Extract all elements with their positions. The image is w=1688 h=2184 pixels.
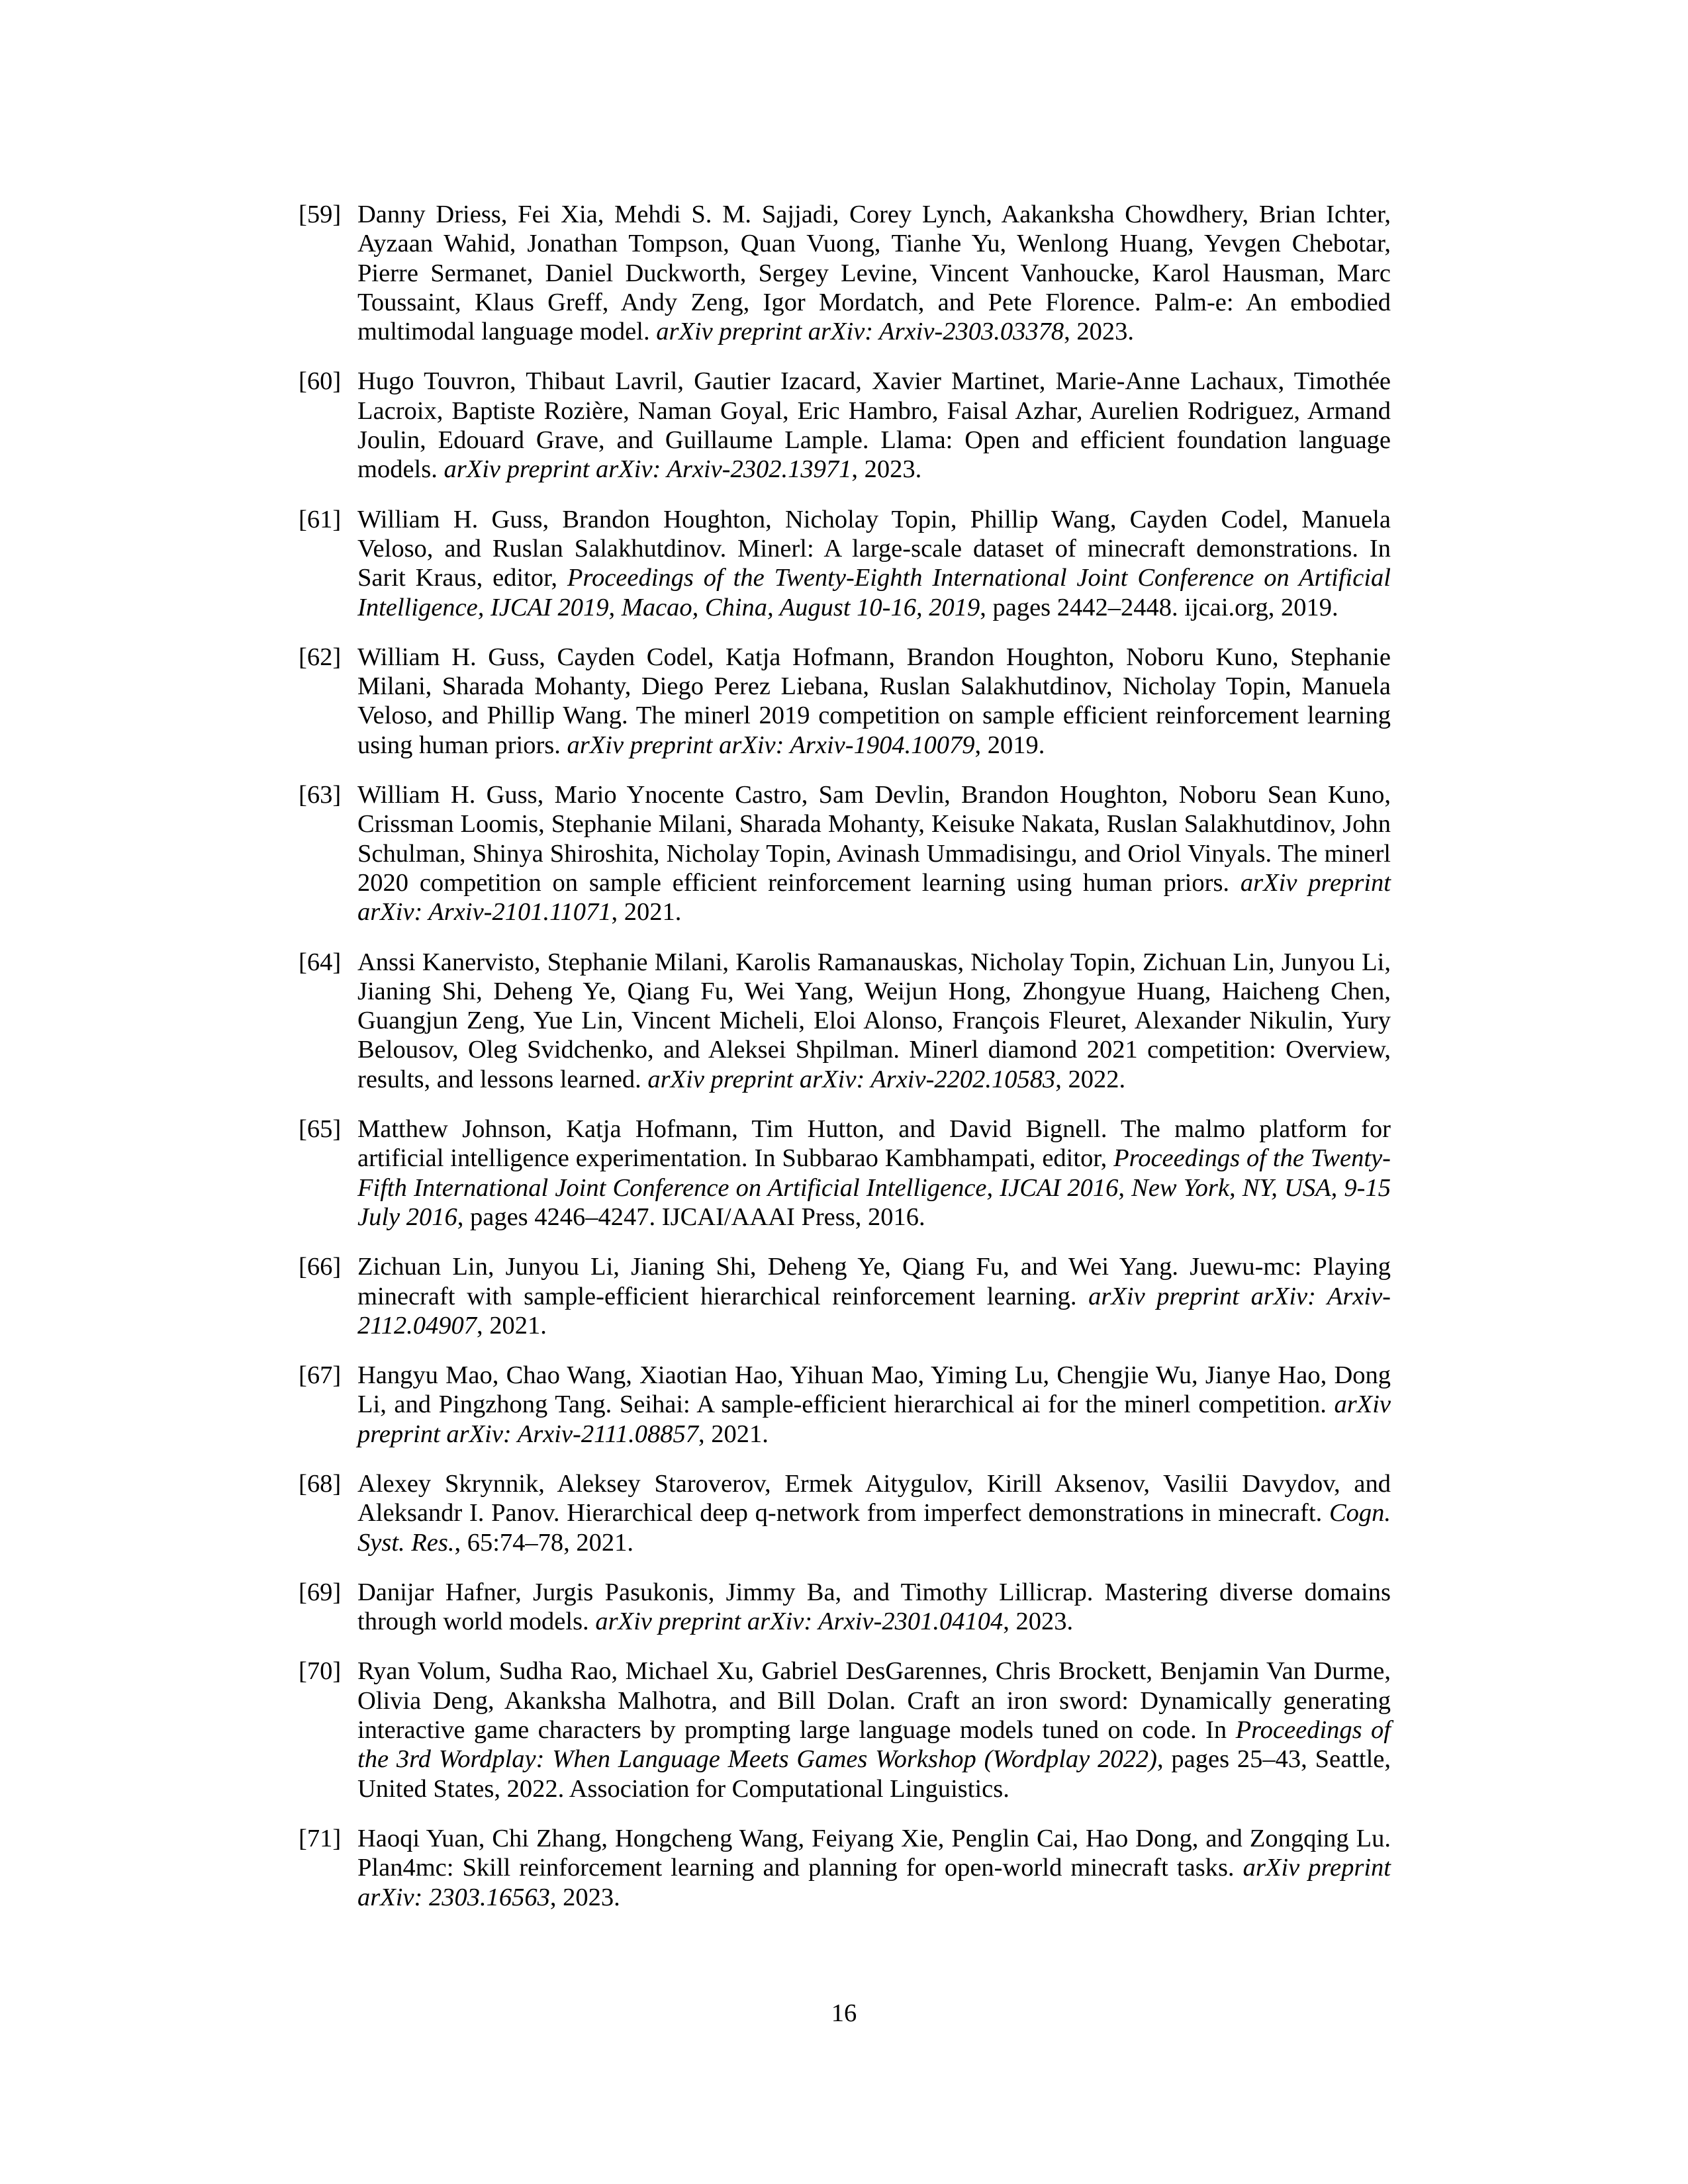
reference-text-segment: , 2021.: [477, 1311, 547, 1340]
reference-number: [59]: [299, 201, 342, 228]
reference-text-segment: Anssi Kanervisto, Stephanie Milani, Karolis Ramanauskas, Nicholay Topin, Zichuan Lin, Junyou Li, Jianing Shi, Deheng Ye, Qiang Fu, Wei Yang, Weijun Hong, Zhongyue Huang, Haicheng Chen, Guangjun Zeng, Yue Lin, Vincent Micheli, Eloi Alonso, François Fleuret, Alexander Nikulin, Yury Belousov, Oleg Svidchenko, and Aleksei Shpilman. Minerl diamond 2021 competition: Overview, results, and lessons learned.: [357, 948, 1391, 1093]
reference-venue: arXiv preprint arXiv: Arxiv-2111.08857: [357, 1390, 1391, 1448]
reference-text: [357, 1657, 1391, 1803]
reference-text: [357, 1578, 1391, 1637]
reference-text-segment: Hangyu Mao, Chao Wang, Xiaotian Hao, Yihuan Mao, Yiming Lu, Chengjie Wu, Jianye Hao, Dong Li, and Pingzhong Tang. Seihai: A sample-efficient hierarchical ai for the minerl competition.: [357, 1361, 1391, 1419]
reference-text-segment: Hugo Touvron, Thibaut Lavril, Gautier Izacard, Xavier Martinet, Marie-Anne Lachaux, Timothée Lacroix, Baptiste Rozière, Naman Goyal, Eric Hambro, Faisal Azhar, Aurelien Rodriguez, Armand Joulin, Edouard Grave, and Guillaume Lample. Llama: Open and efficient foundation language models.: [357, 367, 1391, 484]
reference-entry: [299, 1469, 1391, 1557]
reference-venue: arXiv preprint arXiv: Arxiv-2303.03378: [656, 318, 1064, 346]
reference-entry: [299, 1361, 1391, 1449]
reference-number: [61]: [299, 505, 342, 533]
reference-text-segment: Danijar Hafner, Jurgis Pasukonis, Jimmy Ba, and Timothy Lillicrap. Mastering diverse domains through world models.: [357, 1578, 1391, 1636]
reference-text: [357, 200, 1391, 346]
reference-number: [65]: [299, 1115, 342, 1144]
reference-venue: arXiv preprint arXiv: Arxiv-1904.10079: [567, 731, 975, 759]
reference-text-segment: , 2023.: [549, 1883, 620, 1911]
reference-entry: [299, 1252, 1391, 1340]
reference-text-segment: William H. Guss, Brandon Houghton, Nicholay Topin, Phillip Wang, Cayden Codel, Manuela Veloso, and Ruslan Salakhutdinov. Minerl: A large-scale dataset of minecraft demonstrations. In Sarit Kraus, editor,: [357, 505, 1391, 592]
reference-text-segment: , pages 2442–2448. ijcai.org, 2019.: [980, 593, 1338, 621]
reference-entry: [299, 200, 1391, 346]
reference-entry: [299, 1824, 1391, 1912]
reference-number: [60]: [299, 367, 342, 396]
reference-text-segment: Ryan Volum, Sudha Rao, Michael Xu, Gabriel DesGarennes, Chris Brockett, Benjamin Van Durme, Olivia Deng, Akanksha Malhotra, and Bill Dolan. Craft an iron sword: Dynamically generating interactive game characters by prompting large language models tuned on code. In: [357, 1657, 1391, 1745]
reference-number: [62]: [299, 643, 342, 671]
reference-number: [67]: [299, 1361, 342, 1390]
reference-text-segment: Danny Driess, Fei Xia, Mehdi S. M. Sajjadi, Corey Lynch, Aakanksha Chowdhery, Brian Ichter, Ayzaan Wahid, Jonathan Tompson, Quan Vuong, Tianhe Yu, Wenlong Huang, Yevgen Chebotar, Pierre Sermanet, Daniel Duckworth, Sergey Levine, Vincent Vanhoucke, Karol Hausman, Marc Toussaint, Klaus Greff, Andy Zeng, Igor Mordatch, and Pete Florence. Palm-e: An embodied multimodal language model.: [357, 201, 1391, 346]
reference-text: [357, 780, 1391, 927]
reference-text-segment: , 2021.: [611, 898, 682, 927]
reference-text-segment: , 2023.: [851, 455, 922, 484]
reference-venue: arXiv preprint arXiv: Arxiv-2301.04104: [595, 1608, 1004, 1636]
reference-number: [70]: [299, 1657, 342, 1686]
reference-entry: [299, 505, 1391, 622]
reference-text: [357, 1361, 1391, 1449]
reference-venue: Proceedings of the Twenty-Eighth International Joint Conference on Artificial Intelligence, IJCAI 2019, Macao, China, August 10-16, 2019: [357, 564, 1391, 621]
reference-venue: arXiv preprint arXiv: Arxiv-2101.11071: [357, 868, 1391, 927]
reference-text-segment: Haoqi Yuan, Chi Zhang, Hongcheng Wang, Feiyang Xie, Penglin Cai, Hao Dong, and Zongqing Lu. Plan4mc: Skill reinforcement learning and planning for open-world minecraft tasks.: [357, 1824, 1391, 1882]
reference-entry: [299, 948, 1391, 1094]
reference-text-segment: , 2023.: [1003, 1608, 1074, 1636]
reference-text-segment: , pages 25–43, Seattle, United States, 2022. Association for Computational Linguistics.: [357, 1745, 1391, 1803]
reference-text-segment: William H. Guss, Mario Ynocente Castro, Sam Devlin, Brandon Houghton, Noboru Sean Kuno, Crissman Loomis, Stephanie Milani, Sharada Mohanty, Keisuke Nakata, Ruslan Salakhutdinov, John Schulman, Shinya Shiroshita, Nicholay Topin, Avinash Ummadisingu, and Oriol Vinyals. The minerl 2020 competition on sample efficient reinforcement learning using human priors.: [357, 781, 1391, 897]
reference-entry: [299, 1115, 1391, 1232]
reference-venue: arXiv preprint arXiv: Arxiv-2112.04907: [357, 1282, 1391, 1340]
reference-text: [357, 948, 1391, 1094]
reference-number: [64]: [299, 948, 342, 976]
reference-number: [71]: [299, 1824, 342, 1852]
reference-number: [69]: [299, 1578, 342, 1606]
reference-text-segment: , 2021.: [698, 1420, 769, 1448]
reference-text: [357, 1115, 1391, 1232]
reference-entry: [299, 643, 1391, 760]
reference-text: [357, 1469, 1391, 1557]
reference-number: [66]: [299, 1253, 342, 1281]
reference-text-segment: , 2019.: [974, 731, 1045, 759]
reference-text-segment: , 2023.: [1064, 318, 1134, 346]
reference-text: [357, 643, 1391, 760]
reference-venue: arXiv preprint arXiv: 2303.16563: [357, 1854, 1391, 1911]
reference-text: [357, 367, 1391, 484]
reference-venue: Proceedings of the 3rd Wordplay: When Language Meets Games Workshop (Wordplay 2022): [357, 1716, 1391, 1774]
reference-venue: Cogn. Syst. Res.: [357, 1499, 1391, 1557]
reference-list: [299, 200, 1391, 1933]
reference-text: [357, 1252, 1391, 1340]
reference-text-segment: Alexey Skrynnik, Aleksey Staroverov, Ermek Aitygulov, Kirill Aksenov, Vasilii Davydov, and Aleksandr I. Panov. Hierarchical deep q-network from imperfect demonstrations in minecraft.: [357, 1469, 1391, 1527]
reference-text: [357, 505, 1391, 622]
reference-number: [63]: [299, 781, 342, 809]
reference-venue: Proceedings of the Twenty-Fifth International Joint Conference on Artificial Intelligence, IJCAI 2016, New York, NY, USA, 9-15 July 2016: [357, 1144, 1391, 1231]
reference-text-segment: , 2022.: [1055, 1065, 1126, 1093]
reference-entry: [299, 1578, 1391, 1637]
reference-text-segment: , 65:74–78, 2021.: [454, 1528, 634, 1557]
reference-venue: arXiv preprint arXiv: Arxiv-2202.10583: [647, 1065, 1056, 1093]
reference-venue: arXiv preprint arXiv: Arxiv-2302.13971: [444, 455, 852, 484]
reference-entry: [299, 780, 1391, 927]
reference-text-segment: Matthew Johnson, Katja Hofmann, Tim Hutton, and David Bignell. The malmo platform for artificial intelligence experimentation. In Subbarao Kambhampati, editor,: [357, 1115, 1391, 1173]
reference-number: [68]: [299, 1469, 342, 1498]
reference-text-segment: Zichuan Lin, Junyou Li, Jianing Shi, Deheng Ye, Qiang Fu, and Wei Yang. Juewu-mc: Playing minecraft with sample-efficient hierarchical reinforcement learning.: [357, 1253, 1391, 1310]
reference-entry: [299, 1657, 1391, 1803]
reference-entry: [299, 367, 1391, 484]
page-number: 16: [831, 1999, 857, 2027]
reference-text-segment: William H. Guss, Cayden Codel, Katja Hofmann, Brandon Houghton, Noboru Kuno, Stephanie Milani, Sharada Mohanty, Diego Perez Liebana, Ruslan Salakhutdinov, Nicholay Topin, Manuela Veloso, and Phillip Wang. The minerl 2019 competition on sample efficient reinforcement learning using human priors.: [357, 643, 1391, 759]
reference-text: [357, 1824, 1391, 1912]
reference-text-segment: , pages 4246–4247. IJCAI/AAAI Press, 2016.: [457, 1203, 925, 1231]
